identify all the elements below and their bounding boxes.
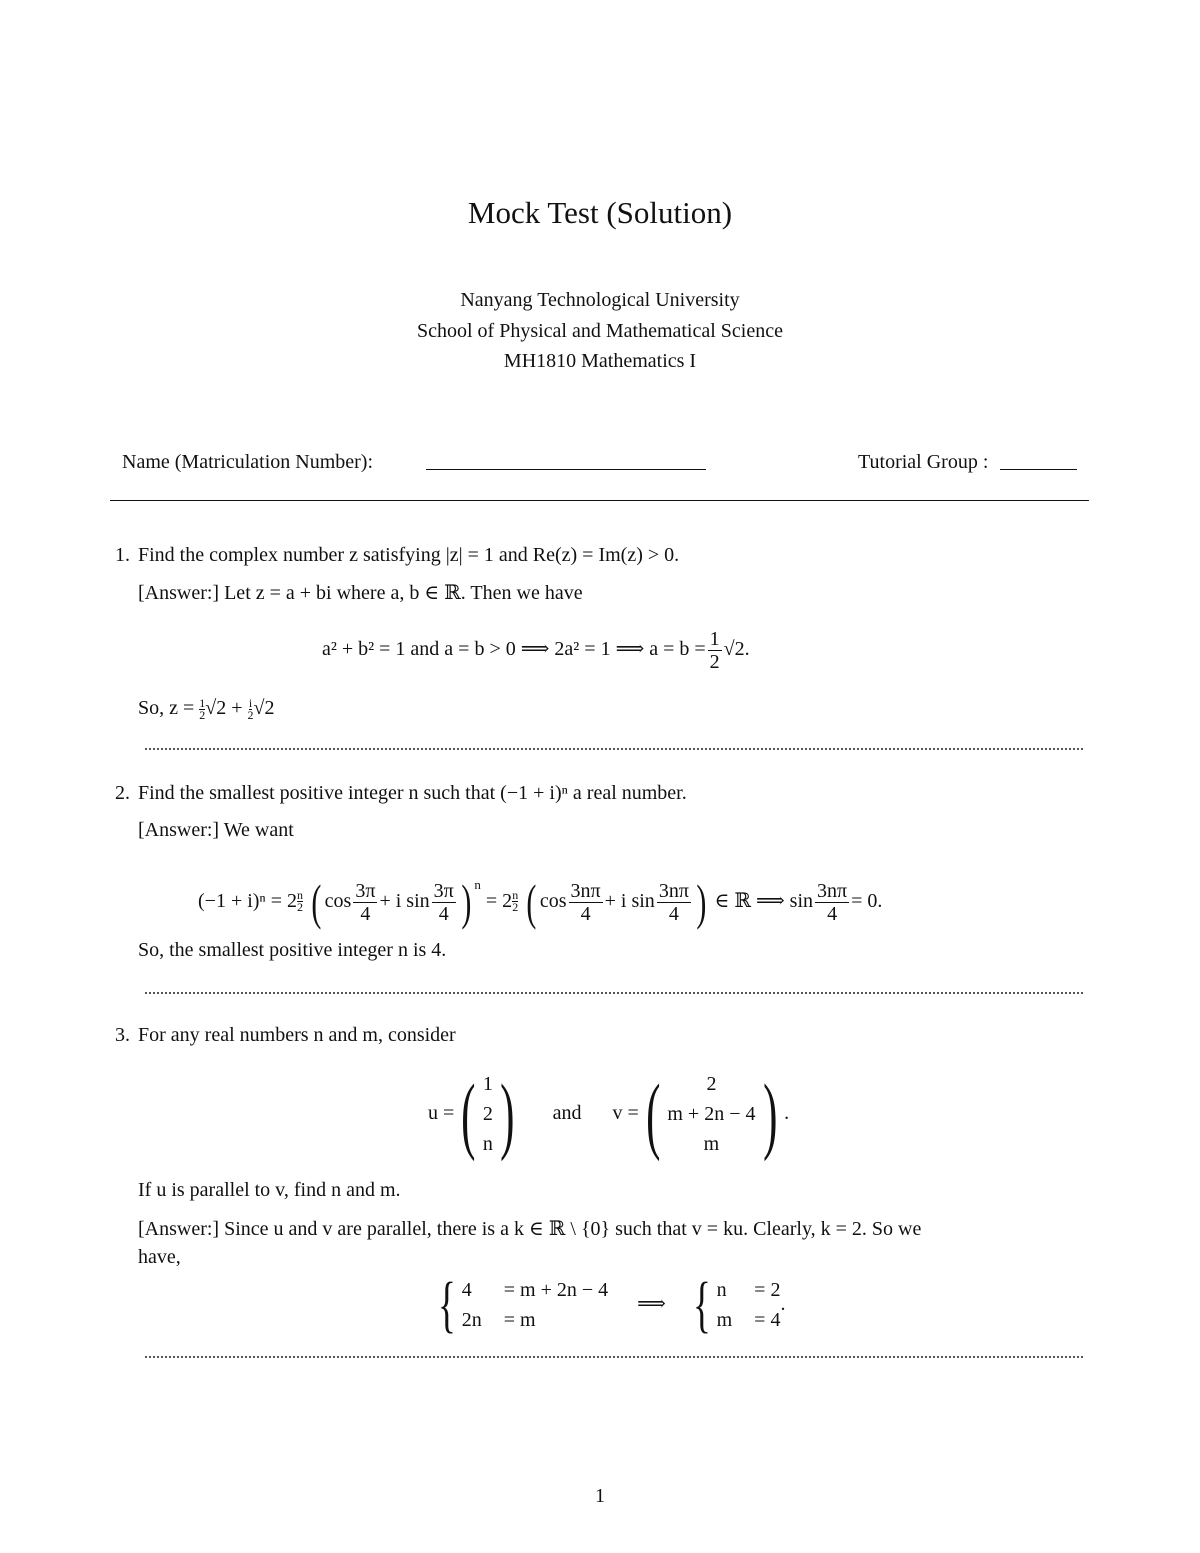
math: + i sin — [379, 890, 430, 912]
exp-den: 2 — [297, 900, 304, 915]
entry: m — [703, 1133, 720, 1156]
math: = m + 2n − 4 — [503, 1279, 609, 1302]
math: ∈ ℝ ⟹ sin — [714, 890, 814, 912]
math: . — [784, 1102, 790, 1124]
brace: { — [692, 1271, 711, 1340]
math: 4 — [461, 1279, 472, 1302]
university: Nanyang Technological University — [460, 289, 740, 311]
paren: ( — [311, 874, 322, 931]
paren: ) — [500, 1066, 515, 1163]
header-rule — [110, 500, 1089, 501]
frac-den: 4 — [438, 902, 449, 925]
answer-text: We want — [223, 819, 294, 841]
math: cos — [539, 890, 567, 912]
frac-num: 3π — [355, 879, 376, 902]
document-title: Mock Test (Solution) — [467, 195, 733, 230]
system-2 — [717, 1275, 781, 1335]
q3-answer — [138, 1217, 1090, 1241]
system-1 — [462, 1275, 608, 1335]
q2-display-math — [198, 855, 882, 931]
paren: ) — [762, 1066, 777, 1163]
frac-num: 3π — [433, 879, 454, 902]
frac-num: i — [248, 695, 253, 710]
math: v = — [612, 1102, 639, 1124]
frac-num: 3nπ — [817, 879, 848, 902]
frac-den: 2 — [247, 707, 254, 722]
q3-system — [432, 1271, 786, 1340]
group-blank[interactable] — [1000, 469, 1077, 470]
frac-den: 2 — [199, 707, 206, 722]
q2-answer — [138, 818, 294, 842]
q3-vectors — [428, 1065, 789, 1161]
exp-den: 2 — [512, 900, 519, 915]
group-label: Tutorial Group : — [858, 451, 989, 473]
frac-den: 4 — [580, 902, 591, 925]
math: and — [552, 1102, 582, 1124]
answer-text: Since u and v are parallel, there is a k ∈ ℝ \ {0} such that v = ku. Clearly, k = 2. So we — [224, 1218, 922, 1240]
math: m — [716, 1309, 733, 1332]
math: a² + b² = 1 and a = b > 0 ⟹ 2a² = 1 ⟹ a = b = — [322, 638, 706, 660]
math: n — [474, 877, 481, 892]
q2-text: Find the smallest positive integer n such that (−1 + i)ⁿ a real number. — [138, 782, 687, 804]
vector-v — [667, 1069, 755, 1159]
course: MH1810 Mathematics I — [503, 350, 697, 372]
q3-number: 3. — [115, 1024, 130, 1046]
q3-text: For any real numbers n and m, consider — [138, 1024, 456, 1046]
q2-conclusion: So, the smallest positive integer n is 4. — [138, 939, 447, 961]
frac-den: 2 — [709, 650, 720, 673]
math: ⟹ — [637, 1293, 666, 1315]
q1-display-math — [322, 624, 750, 674]
math: √2 + — [205, 697, 243, 719]
school: School of Physical and Mathematical Science — [416, 320, 783, 342]
q2-number: 2. — [115, 782, 130, 804]
paren: ) — [696, 874, 707, 931]
q3-question: If u is parallel to v, find n and m. — [138, 1179, 401, 1201]
paren: ( — [461, 1066, 476, 1163]
frac-den: 4 — [668, 902, 679, 925]
separator — [145, 1356, 1083, 1358]
answer-tag: [Answer:] — [138, 819, 220, 841]
entry: m + 2n − 4 — [667, 1103, 756, 1126]
math: = 2 — [754, 1279, 781, 1302]
math: n — [716, 1279, 727, 1302]
math: 2n — [461, 1309, 482, 1332]
entry: 2 — [482, 1103, 493, 1126]
math: cos — [324, 890, 352, 912]
name-blank[interactable] — [426, 469, 706, 470]
answer-tag: [Answer:] — [138, 1218, 220, 1240]
q1-conclusion — [138, 696, 275, 721]
q1-number: 1. — [115, 544, 130, 566]
math: = 0. — [851, 890, 883, 912]
entry: n — [482, 1133, 493, 1156]
entry: 2 — [706, 1073, 717, 1096]
q1-text: Find the complex number z satisfying |z| = 1 and Re(z) = Im(z) > 0. — [138, 544, 680, 566]
math: (−1 + i)ⁿ = 2 — [198, 890, 298, 912]
q3-answer-cont: have, — [138, 1246, 181, 1268]
vector-u — [483, 1069, 493, 1159]
math: √2 — [253, 697, 275, 719]
frac-num: 1 — [199, 695, 206, 710]
math: = 4 — [754, 1309, 781, 1332]
answer-tag: [Answer:] — [138, 582, 220, 604]
math: = m — [503, 1309, 536, 1332]
math: u = — [428, 1102, 455, 1124]
page-number: 1 — [595, 1485, 605, 1507]
answer-text: Let z = a + bi where a, b ∈ ℝ. Then we have — [224, 582, 583, 604]
frac-den: 4 — [827, 902, 838, 925]
math: + i sin — [604, 890, 655, 912]
paren: ( — [645, 1066, 661, 1163]
separator — [145, 748, 1083, 750]
frac-num: 3nπ — [658, 879, 689, 902]
paren: ( — [526, 874, 537, 931]
math: √2. — [723, 638, 750, 660]
entry: 1 — [482, 1073, 493, 1096]
paren: ) — [461, 874, 472, 931]
frac-den: 4 — [360, 902, 371, 925]
separator — [145, 992, 1083, 994]
math: . — [780, 1293, 786, 1315]
frac-num: 3nπ — [570, 879, 601, 902]
frac-num: 1 — [709, 627, 720, 650]
name-label: Name (Matriculation Number): — [122, 451, 374, 473]
math: = 2 — [485, 890, 513, 912]
math: So, z = — [138, 697, 195, 719]
exp-num: n — [512, 888, 519, 903]
exp-num: n — [297, 888, 304, 903]
brace: { — [437, 1271, 456, 1340]
q1-answer — [138, 581, 583, 605]
